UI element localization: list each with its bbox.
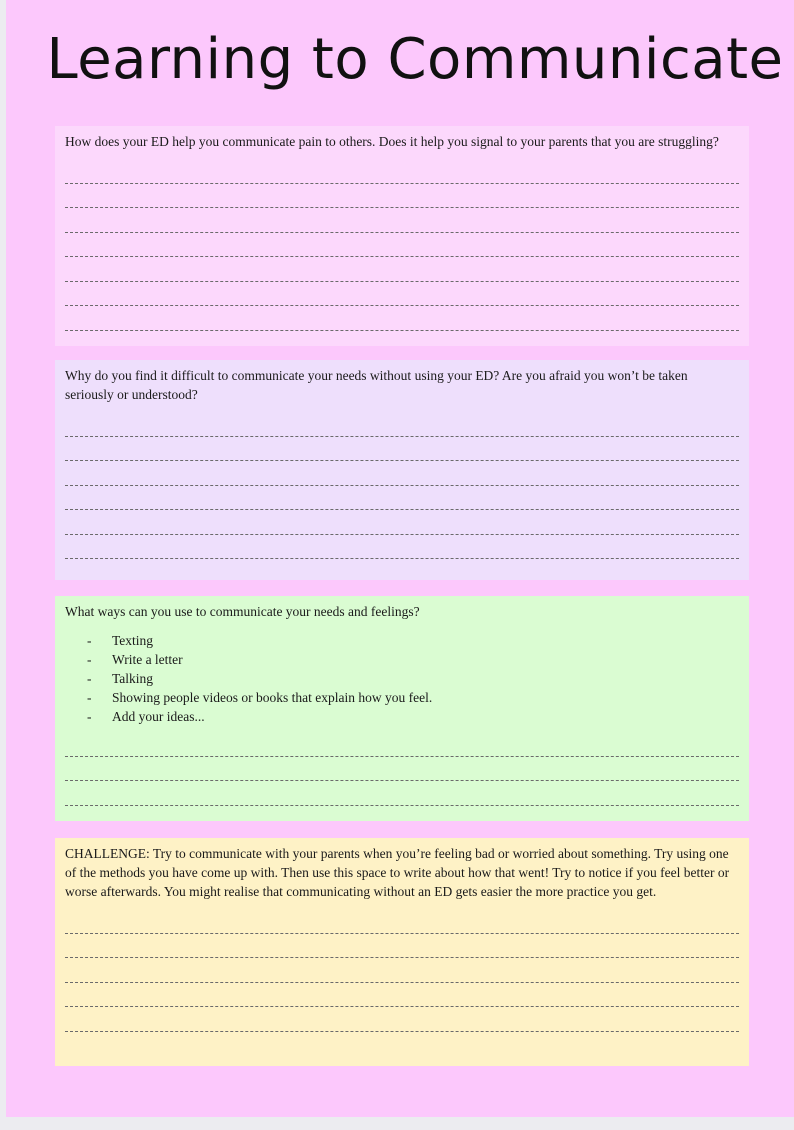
answer-line[interactable] xyxy=(65,233,739,258)
answer-line[interactable] xyxy=(65,282,739,307)
answer-lines[interactable] xyxy=(65,412,739,559)
answer-line[interactable] xyxy=(65,412,739,437)
answer-line[interactable] xyxy=(65,958,739,983)
answer-line[interactable] xyxy=(65,934,739,959)
question-text: How does your ED help you communicate pain to others. Does it help you signal to your parents that you are struggling? xyxy=(65,134,719,149)
answer-line[interactable] xyxy=(65,306,739,331)
answer-line[interactable] xyxy=(65,510,739,535)
answer-line[interactable] xyxy=(65,159,739,184)
answer-line[interactable] xyxy=(65,781,739,806)
list-item: - Showing people videos or books that explain how you feel. xyxy=(87,690,433,705)
answer-lines[interactable] xyxy=(65,159,739,331)
ideas-list xyxy=(65,631,739,726)
answer-line[interactable] xyxy=(65,757,739,782)
list-item: - Texting xyxy=(87,633,154,648)
page-title: Learning to Communicate xyxy=(46,27,784,92)
answer-line[interactable] xyxy=(65,184,739,209)
answer-line[interactable] xyxy=(65,257,739,282)
worksheet-page xyxy=(6,0,794,1117)
challenge-text: CHALLENGE: Try to communicate with your parents when you’re feeling bad or worried about something. Try using one of the methods you have come up with. Then use this space to write about how that went! Try to notice if you feel better or worse afterwards. You might realise that communicating without an ED gets easier the more practice you get. xyxy=(65,846,730,899)
list-item: - Add your ideas... xyxy=(87,709,205,724)
answer-line[interactable] xyxy=(65,208,739,233)
question-text: Why do you find it difficult to communicate your needs without using your ED? Are you afraid you won’t be taken seriously or understood? xyxy=(65,368,688,402)
question-box-3 xyxy=(55,596,749,821)
challenge-box xyxy=(55,838,749,1066)
list-item: - Write a letter xyxy=(87,652,183,667)
answer-line[interactable] xyxy=(65,486,739,511)
answer-line[interactable] xyxy=(65,535,739,560)
answer-line[interactable] xyxy=(65,461,739,486)
answer-line[interactable] xyxy=(65,1007,739,1032)
answer-line[interactable] xyxy=(65,437,739,462)
question-box-1 xyxy=(55,126,749,346)
answer-line[interactable] xyxy=(65,983,739,1008)
list-item: - Talking xyxy=(87,671,154,686)
answer-lines[interactable] xyxy=(65,732,739,806)
answer-line[interactable] xyxy=(65,909,739,934)
question-text: What ways can you use to communicate your needs and feelings? xyxy=(65,604,420,619)
answer-lines[interactable] xyxy=(65,909,739,1032)
answer-line[interactable] xyxy=(65,732,739,757)
question-box-2 xyxy=(55,360,749,580)
